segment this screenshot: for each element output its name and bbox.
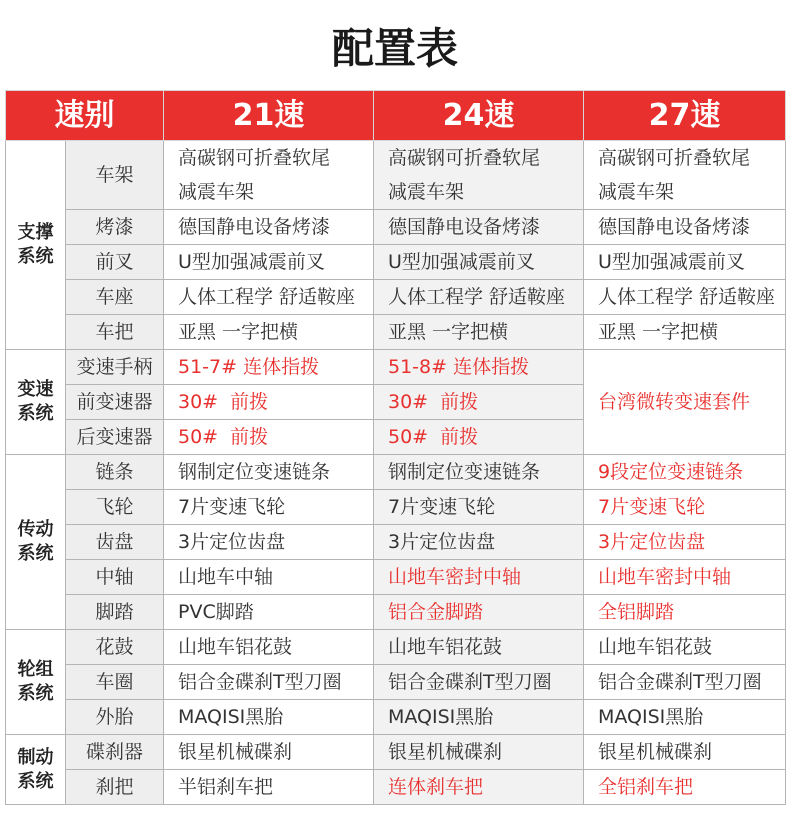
table-row bbox=[6, 245, 786, 280]
header-row bbox=[6, 91, 786, 141]
group-label-line: 支撑 bbox=[17, 222, 54, 243]
spec-cell-21: 51-7# 连体指拨 bbox=[164, 350, 374, 385]
table-row bbox=[6, 560, 786, 595]
spec-cell-21: 德国静电设备烤漆 bbox=[164, 210, 374, 245]
spec-cell-24: MAQISI黑胎 bbox=[374, 700, 584, 735]
spec-cell-24: 银星机械碟刹 bbox=[374, 735, 584, 770]
table-row bbox=[6, 525, 786, 560]
cell-line: 高碳钢可折叠软尾 bbox=[388, 147, 541, 169]
spec-item-label: 后变速器 bbox=[66, 420, 164, 455]
header-21-speed: 21速 bbox=[164, 91, 374, 141]
spec-cell-24: 3片定位齿盘 bbox=[374, 525, 584, 560]
spec-cell-24: 亚黑 一字把横 bbox=[374, 315, 584, 350]
spec-item-label: 车圈 bbox=[66, 665, 164, 700]
cell-line: 高碳钢可折叠软尾 bbox=[598, 147, 751, 169]
spec-cell-27: 铝合金碟刹T型刀圈 bbox=[584, 665, 786, 700]
group-label bbox=[6, 455, 66, 630]
spec-item-label: 花鼓 bbox=[66, 630, 164, 665]
table-row bbox=[6, 141, 786, 210]
spec-cell-21: 7片变速飞轮 bbox=[164, 490, 374, 525]
spec-item-label: 碟刹器 bbox=[66, 735, 164, 770]
spec-item-label: 车座 bbox=[66, 280, 164, 315]
table-row bbox=[6, 665, 786, 700]
spec-cell-21: 人体工程学 舒适鞍座 bbox=[164, 280, 374, 315]
group-label bbox=[6, 735, 66, 805]
spec-cell-21: 3片定位齿盘 bbox=[164, 525, 374, 560]
group-label bbox=[6, 141, 66, 350]
spec-cell-21: 钢制定位变速链条 bbox=[164, 455, 374, 490]
spec-cell-21: U型加强减震前叉 bbox=[164, 245, 374, 280]
cell-line: 减震车架 bbox=[178, 181, 255, 203]
header-24-speed: 24速 bbox=[374, 91, 584, 141]
spec-cell-24: 山地车密封中轴 bbox=[374, 560, 584, 595]
group-label-line: 系统 bbox=[17, 403, 54, 424]
spec-cell-24: 连体刹车把 bbox=[374, 770, 584, 805]
table-row bbox=[6, 455, 786, 490]
spec-cell-27: MAQISI黑胎 bbox=[584, 700, 786, 735]
spec-cell-21: 铝合金碟刹T型刀圈 bbox=[164, 665, 374, 700]
spec-cell-27 bbox=[584, 141, 786, 210]
spec-cell-24: 7片变速飞轮 bbox=[374, 490, 584, 525]
spec-cell-27: 亚黑 一字把横 bbox=[584, 315, 786, 350]
spec-cell-24: 山地车铝花鼓 bbox=[374, 630, 584, 665]
spec-item-label: 烤漆 bbox=[66, 210, 164, 245]
spec-item-label: 中轴 bbox=[66, 560, 164, 595]
spec-cell-24: 钢制定位变速链条 bbox=[374, 455, 584, 490]
table-row bbox=[6, 630, 786, 665]
cell-line: 高碳钢可折叠软尾 bbox=[178, 147, 331, 169]
spec-item-label: 外胎 bbox=[66, 700, 164, 735]
spec-cell-21 bbox=[164, 141, 374, 210]
table-row bbox=[6, 350, 786, 385]
table-row bbox=[6, 700, 786, 735]
spec-cell-27: 全铝脚踏 bbox=[584, 595, 786, 630]
table-row bbox=[6, 210, 786, 245]
spec-cell-21: PVC脚踏 bbox=[164, 595, 374, 630]
spec-cell-21: 银星机械碟刹 bbox=[164, 735, 374, 770]
spec-item-label: 飞轮 bbox=[66, 490, 164, 525]
spec-item-label: 变速手柄 bbox=[66, 350, 164, 385]
spec-cell-27-merged: 台湾微转变速套件 bbox=[584, 350, 786, 455]
group-label-line: 制动 bbox=[17, 746, 54, 768]
spec-cell-27: 银星机械碟刹 bbox=[584, 735, 786, 770]
header-speed-label: 速别 bbox=[6, 91, 164, 141]
spec-cell-21: 50# 前拨 bbox=[164, 420, 374, 455]
spec-cell-21: MAQISI黑胎 bbox=[164, 700, 374, 735]
spec-item-label: 前叉 bbox=[66, 245, 164, 280]
spec-cell-27: 3片定位齿盘 bbox=[584, 525, 786, 560]
spec-item-label: 车架 bbox=[66, 141, 164, 210]
spec-cell-27: 人体工程学 舒适鞍座 bbox=[584, 280, 786, 315]
spec-item-label: 刹把 bbox=[66, 770, 164, 805]
spec-cell-27: U型加强减震前叉 bbox=[584, 245, 786, 280]
spec-cell-27: 9段定位变速链条 bbox=[584, 455, 786, 490]
spec-cell-21: 亚黑 一字把横 bbox=[164, 315, 374, 350]
table-row bbox=[6, 490, 786, 525]
page-title: 配置表 bbox=[331, 24, 458, 73]
spec-cell-21: 半铝刹车把 bbox=[164, 770, 374, 805]
spec-cell-27: 7片变速飞轮 bbox=[584, 490, 786, 525]
group-label-line: 系统 bbox=[17, 246, 54, 267]
cell-line: 减震车架 bbox=[388, 181, 465, 203]
spec-cell-27: 德国静电设备烤漆 bbox=[584, 210, 786, 245]
table-row bbox=[6, 735, 786, 770]
spec-item-label: 脚踏 bbox=[66, 595, 164, 630]
spec-cell-27: 山地车铝花鼓 bbox=[584, 630, 786, 665]
spec-cell-24 bbox=[374, 141, 584, 210]
spec-cell-21: 30# 前拨 bbox=[164, 385, 374, 420]
group-label bbox=[6, 350, 66, 455]
spec-cell-24: U型加强减震前叉 bbox=[374, 245, 584, 280]
spec-cell-24: 铝合金脚踏 bbox=[374, 595, 584, 630]
spec-cell-27: 山地车密封中轴 bbox=[584, 560, 786, 595]
spec-item-label: 链条 bbox=[66, 455, 164, 490]
group-label bbox=[6, 630, 66, 735]
table-row bbox=[6, 595, 786, 630]
spec-cell-24: 50# 前拨 bbox=[374, 420, 584, 455]
group-label-line: 系统 bbox=[17, 770, 54, 792]
spec-cell-24: 30# 前拨 bbox=[374, 385, 584, 420]
spec-cell-24: 人体工程学 舒适鞍座 bbox=[374, 280, 584, 315]
group-label-line: 系统 bbox=[17, 543, 54, 564]
spec-item-label: 齿盘 bbox=[66, 525, 164, 560]
spec-table bbox=[5, 90, 786, 805]
table-row bbox=[6, 280, 786, 315]
spec-cell-27: 全铝刹车把 bbox=[584, 770, 786, 805]
table-row bbox=[6, 770, 786, 805]
spec-cell-24: 51-8# 连体指拨 bbox=[374, 350, 584, 385]
spec-cell-21: 山地车铝花鼓 bbox=[164, 630, 374, 665]
header-27-speed: 27速 bbox=[584, 91, 786, 141]
spec-cell-24: 德国静电设备烤漆 bbox=[374, 210, 584, 245]
group-label-line: 变速 bbox=[17, 379, 54, 400]
cell-line: 减震车架 bbox=[598, 181, 675, 203]
spec-item-label: 车把 bbox=[66, 315, 164, 350]
spec-cell-24: 铝合金碟刹T型刀圈 bbox=[374, 665, 584, 700]
group-label-line: 传动 bbox=[17, 519, 54, 540]
spec-cell-21: 山地车中轴 bbox=[164, 560, 374, 595]
group-label-line: 轮组 bbox=[17, 659, 54, 680]
group-label-line: 系统 bbox=[17, 683, 54, 704]
table-row bbox=[6, 315, 786, 350]
spec-item-label: 前变速器 bbox=[66, 385, 164, 420]
